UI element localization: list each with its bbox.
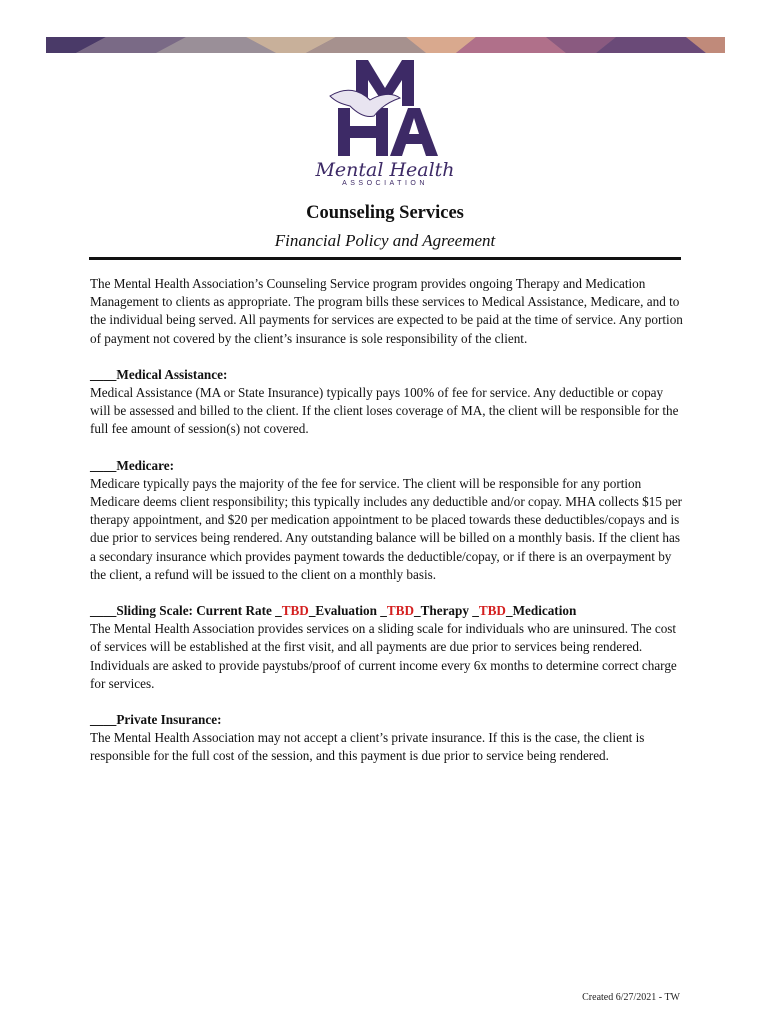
section-heading: ____Private Insurance: <box>90 712 222 728</box>
banner-pattern <box>46 37 725 53</box>
title-divider <box>89 257 681 260</box>
label-therapy: _Therapy _ <box>414 603 479 619</box>
decorative-banner <box>46 37 725 53</box>
created-footer: Created 6/27/2021 - TW <box>582 992 680 1003</box>
section-body: The Mental Health Association may not accept a client’s private insurance. If this is the case, the client is responsible for the full cost of the session, and this payment is due prior to service being rendered. <box>90 730 645 764</box>
intro-paragraph: The Mental Health Association’s Counseling Service program provides ongoing Therapy and Medication Management to clients as appropriate. The program bills these services to Medical Assistance, Medicare, and to the individual being served. All payments for services are expected to be paid at the time of service. Any portion of payment not covered by the client’s insurance is sole responsibility of the client. <box>90 276 683 346</box>
section-sliding-scale <box>90 602 685 693</box>
label-evaluation: _Evaluation _ <box>308 603 387 619</box>
rate-evaluation: TBD <box>281 603 309 619</box>
rate-therapy: TBD <box>386 603 414 619</box>
section-body: Medicare typically pays the majority of the fee for service. The client will be responsible for any portion Medicare deems client responsibility; this typically includes any deductible and/or copay. MHA collects $15 per therapy appointment, and $20 per medication appointment to be placed towards these deductibles/copays and is due prior to services being rendered. Any outstanding balance will be billed on a monthly basis. If the client has a secondary insurance which provides payment towards the deductible/copay, or if there is an overpayment by the client, a refund will be issued to the client on a monthly basis. <box>90 475 683 582</box>
heading-prefix: ____Sliding Scale: Current Rate _ <box>90 603 282 619</box>
section-medicare <box>90 457 685 584</box>
section-private-insurance <box>90 711 685 766</box>
section-body: Medical Assistance (MA or State Insurance) typically pays 100% of fee for service. Any deductible or copay will be assessed and billed to the client. If the client loses coverage of MA, the client will be responsible for the full fee amount of session(s) not covered. <box>90 385 679 437</box>
document-body <box>90 275 685 766</box>
section-heading: ____Medicare: <box>90 457 174 473</box>
section-medical-assistance <box>90 366 685 439</box>
section-heading: ____Medical Assistance: <box>90 366 228 382</box>
mha-logo <box>300 56 470 192</box>
label-medication: _Medication <box>505 603 577 619</box>
section-heading <box>90 602 685 620</box>
section-body: The Mental Health Association provides services on a sliding scale for individuals who are uninsured. The cost of services will be established at the first visit, and all payments are due prior to services being rendered. Individuals are asked to provide paystubs/proof of current income every 6x months to determine correct charge for services. <box>90 621 677 691</box>
mha-logo-mark <box>300 56 470 160</box>
rate-medication: TBD <box>478 603 506 619</box>
logo-subtitle: ASSOCIATION <box>342 180 428 187</box>
logo-wordmark: Mental Health <box>315 159 455 181</box>
logo-letter-a <box>390 108 438 156</box>
document-title: Counseling Services <box>306 203 464 223</box>
document-subtitle: Financial Policy and Agreement <box>274 231 496 250</box>
